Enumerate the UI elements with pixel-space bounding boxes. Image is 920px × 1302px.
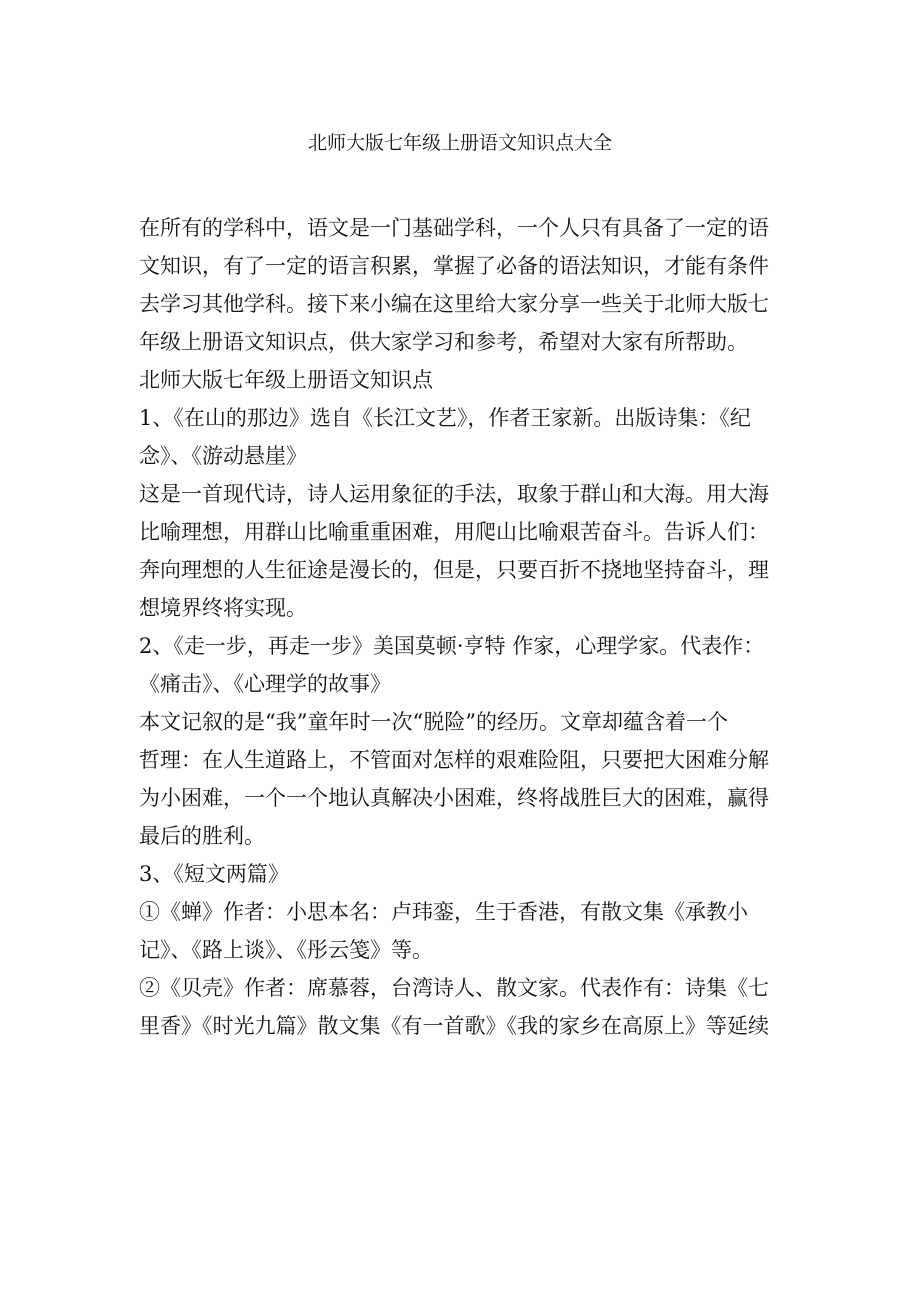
document-body [139, 209, 789, 1045]
text-line: 哲理：在人生道路上，不管面对怎样的艰难险阻，只要把大困难分解 [139, 748, 769, 772]
text-line: 比喻理想，用群山比喻重重困难，用爬山比喻艰苦奋斗。告诉人们： [139, 520, 769, 544]
text-line: 里香》《时光九篇》散文集《有一首歌》《我的家乡在高原上》等延续 [139, 1014, 769, 1038]
text-line: ②《贝壳》作者：席慕蓉，台湾诗人、散文家。代表作有：诗集《七 [139, 976, 769, 1000]
text-line: 《痛击》、《心理学的故事》 [139, 672, 391, 696]
text-line: 最后的胜利。 [139, 824, 265, 848]
text-line: 奔向理想的人生征途是漫长的，但是，只要百折不挠地坚持奋斗，理 [139, 558, 769, 582]
text-line: 1、《在山的那边》选自《长江文艺》，作者王家新。出版诗集：《纪 [139, 406, 751, 430]
text-line: 记》、《路上谈》、《彤云笺》等。 [139, 938, 433, 962]
text-line: ①《蝉》作者：小思本名：卢玮銮，生于香港，有散文集《承教小 [139, 900, 748, 924]
text-line: 想境界终将实现。 [139, 596, 307, 620]
text-line: 念》、《游动悬崖》 [139, 444, 307, 468]
text-line: 为小困难，一个一个地认真解决小困难，终将战胜巨大的困难，赢得 [139, 786, 769, 810]
text-line: 在所有的学科中，语文是一门基础学科，一个人只有具备了一定的语 [139, 216, 769, 240]
text-line: 文知识，有了一定的语言积累，掌握了必备的语法知识，才能有条件 [139, 254, 769, 278]
text-line: 去学习其他学科。接下来小编在这里给大家分享一些关于北师大版七 [139, 292, 769, 316]
text-line: 本文记叙的是“我”童年时一次“脱险”的经历。文章却蕴含着一个 [139, 710, 728, 734]
text-line: 年级上册语文知识点，供大家学习和参考，希望对大家有所帮助。 [139, 330, 748, 354]
text-line: 这是一首现代诗，诗人运用象征的手法，取象于群山和大海。用大海 [139, 482, 769, 506]
text-line: 3、《短文两篇》 [139, 862, 289, 886]
section-heading: 北师大版七年级上册语文知识点 [139, 368, 433, 392]
document-title: 北师大版七年级上册语文知识点大全 [307, 132, 612, 154]
text-line: 2、《走一步，再走一步》美国莫顿·亨特 作家，心理学家。代表作： [139, 634, 765, 658]
